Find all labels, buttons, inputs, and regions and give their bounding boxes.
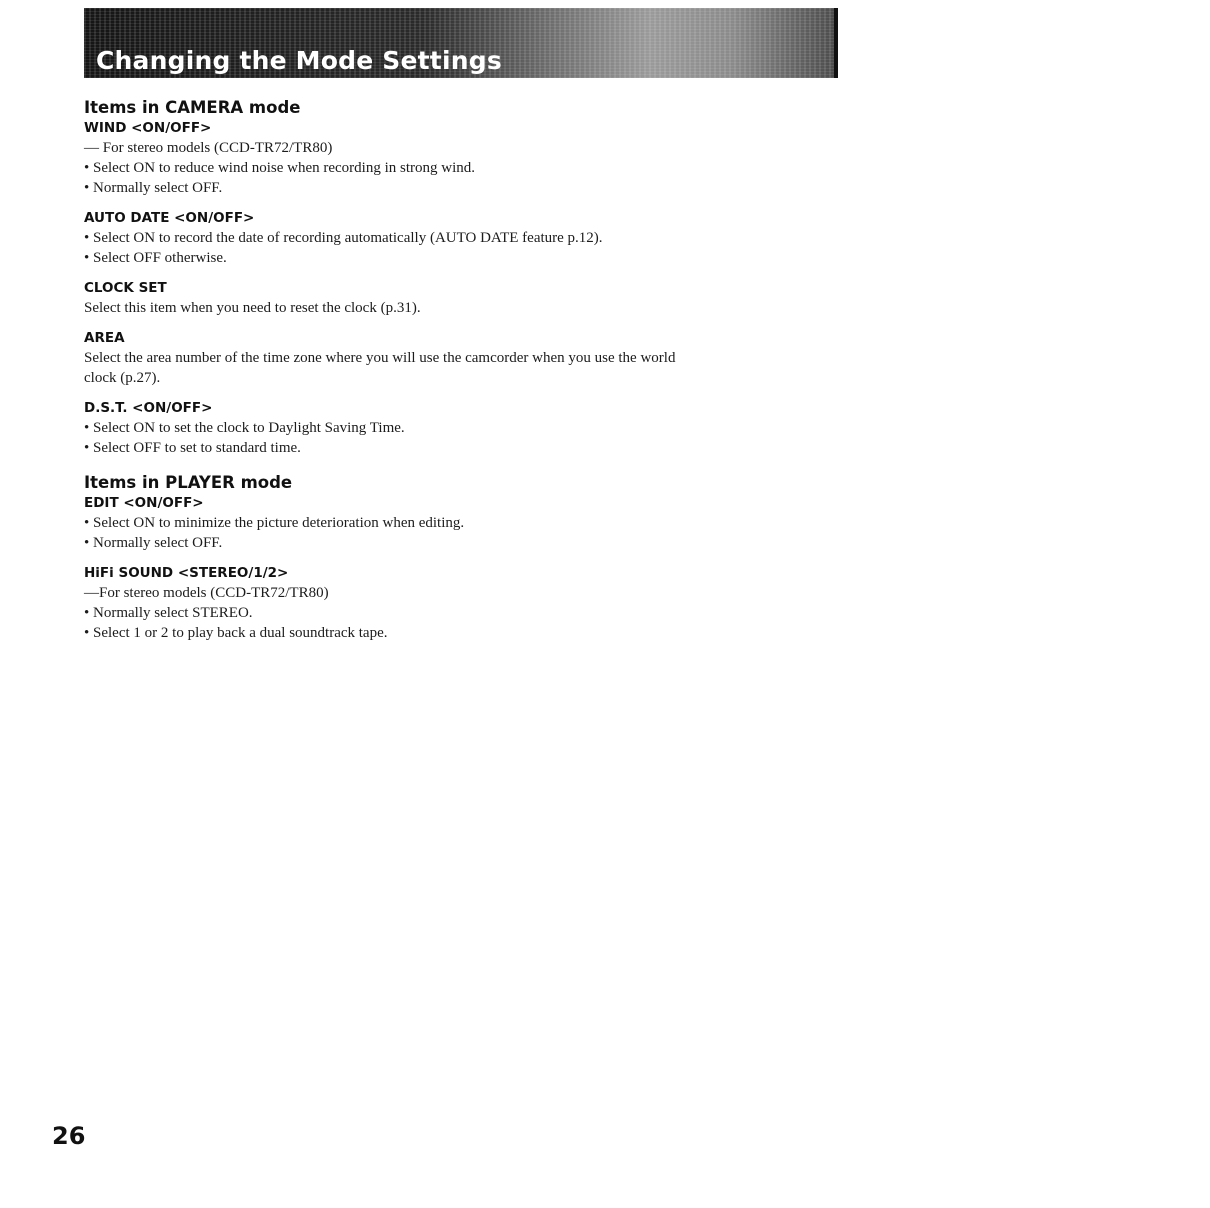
item-line: • Select ON to record the date of recording automatically (AUTO DATE feature p.12). xyxy=(84,230,603,246)
item-hifi-sound xyxy=(84,564,804,643)
item-line: • Select 1 or 2 to play back a dual soundtrack tape. xyxy=(84,625,388,641)
item-line: Select the area number of the time zone where you will use the camcorder when you use the world xyxy=(84,350,676,366)
item-title-edit: EDIT <ON/OFF> xyxy=(84,495,204,511)
item-title-auto-date: AUTO DATE <ON/OFF> xyxy=(84,210,255,226)
item-title-hifi-sound: HiFi SOUND <STEREO/1/2> xyxy=(84,565,289,581)
item-auto-date xyxy=(84,209,804,268)
item-line: • Select ON to minimize the picture deterioration when editing. xyxy=(84,515,465,531)
item-line: • Normally select STEREO. xyxy=(84,605,253,621)
item-line: clock (p.27). xyxy=(84,370,161,386)
section-banner xyxy=(84,8,838,78)
page-title: Changing the Mode Settings xyxy=(96,46,502,75)
item-area xyxy=(84,329,804,388)
item-dst xyxy=(84,399,804,458)
page-number: 26 xyxy=(52,1122,86,1150)
item-line: — For stereo models (CCD-TR72/TR80) xyxy=(84,140,333,156)
item-title-wind: WIND <ON/OFF> xyxy=(84,120,212,136)
item-title-clock-set: CLOCK SET xyxy=(84,280,167,296)
item-line: • Select OFF otherwise. xyxy=(84,250,227,266)
item-line: • Normally select OFF. xyxy=(84,180,223,196)
player-mode-heading: Items in PLAYER mode xyxy=(84,473,293,492)
banner-edge xyxy=(834,8,838,78)
item-title-dst: D.S.T. <ON/OFF> xyxy=(84,400,213,416)
item-line: —For stereo models (CCD-TR72/TR80) xyxy=(84,585,329,601)
item-line: • Normally select OFF. xyxy=(84,535,223,551)
item-line: • Select OFF to set to standard time. xyxy=(84,440,301,456)
item-edit xyxy=(84,494,804,553)
item-line: • Select ON to reduce wind noise when recording in strong wind. xyxy=(84,160,475,176)
item-line: • Select ON to set the clock to Daylight Saving Time. xyxy=(84,420,405,436)
camera-mode-heading: Items in CAMERA mode xyxy=(84,98,301,117)
item-clock-set xyxy=(84,279,804,318)
item-wind xyxy=(84,119,804,198)
item-line: Select this item when you need to reset the clock (p.31). xyxy=(84,300,421,316)
manual-content xyxy=(84,97,804,643)
item-title-area: AREA xyxy=(84,330,125,346)
